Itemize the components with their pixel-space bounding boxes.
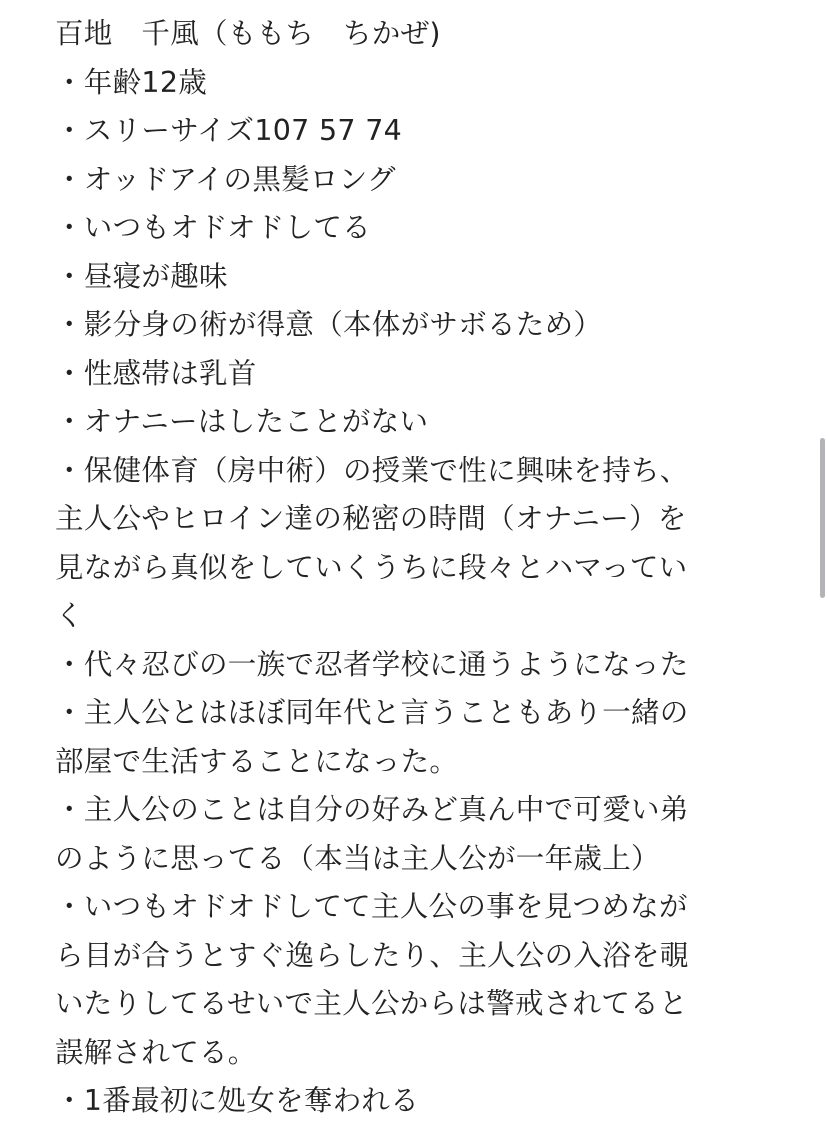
note-line: 部屋で生活することになった。 [55, 744, 459, 778]
note-line: ・保健体育（房中術）の授業で性に興味を持ち、 [55, 453, 689, 487]
note-line-hobby: ・昼寝が趣味 [55, 259, 228, 293]
note-line-behavior: ・いつもオドオドしてて主人公の事を見つめなが [55, 890, 688, 923]
note-line-living: ・主人公とはほぼ同年代と言うこともあり一緒の [55, 696, 689, 729]
note-line: のように思ってる（本当は主人公が一年歳上） [55, 841, 660, 875]
note-line-personality: ・いつもオドオドしてる [55, 211, 371, 244]
note-line-appearance: ・オッドアイの黒髪ロング [55, 162, 396, 196]
note-line-relationship: ・主人公のことは自分の好みど真ん中で可愛い弟 [55, 793, 689, 826]
note-line-skill: ・影分身の術が得意（本体がサボるため） [55, 308, 603, 341]
note-line: いたりしてるせいで主人公からは警戒されてると [55, 987, 688, 1020]
note-line: 誤解されてる。 [55, 1035, 257, 1069]
note-line: く [55, 599, 84, 632]
note-line: ・オナニーはしたことがない [55, 405, 429, 438]
note-line: 主人公やヒロイン達の秘密の時間（オナニー）を [55, 502, 687, 535]
note-line-measurements: ・スリーサイズ107 57 74 [55, 114, 403, 147]
note-line-background: ・代々忍びの一族で忍者学校に通うようになった [55, 647, 689, 681]
note-line: ・1番最初に処女を奪われる [55, 1084, 420, 1117]
note-body[interactable] [55, 10, 760, 1126]
note-line-age: ・年齢12歳 [55, 65, 208, 99]
scrollbar[interactable] [818, 0, 826, 1137]
note-line: 見ながら真似をしていくうちに段々とハマってい [55, 550, 688, 584]
note-line: ・性感帯は乳首 [55, 356, 257, 390]
scrollbar-thumb[interactable] [820, 438, 825, 598]
note-line: ら目が合うとすぐ逸らしたり、主人公の入浴を覗 [55, 938, 689, 972]
note-title-line: 百地 千風（ももち ちかぜ) [55, 17, 441, 50]
